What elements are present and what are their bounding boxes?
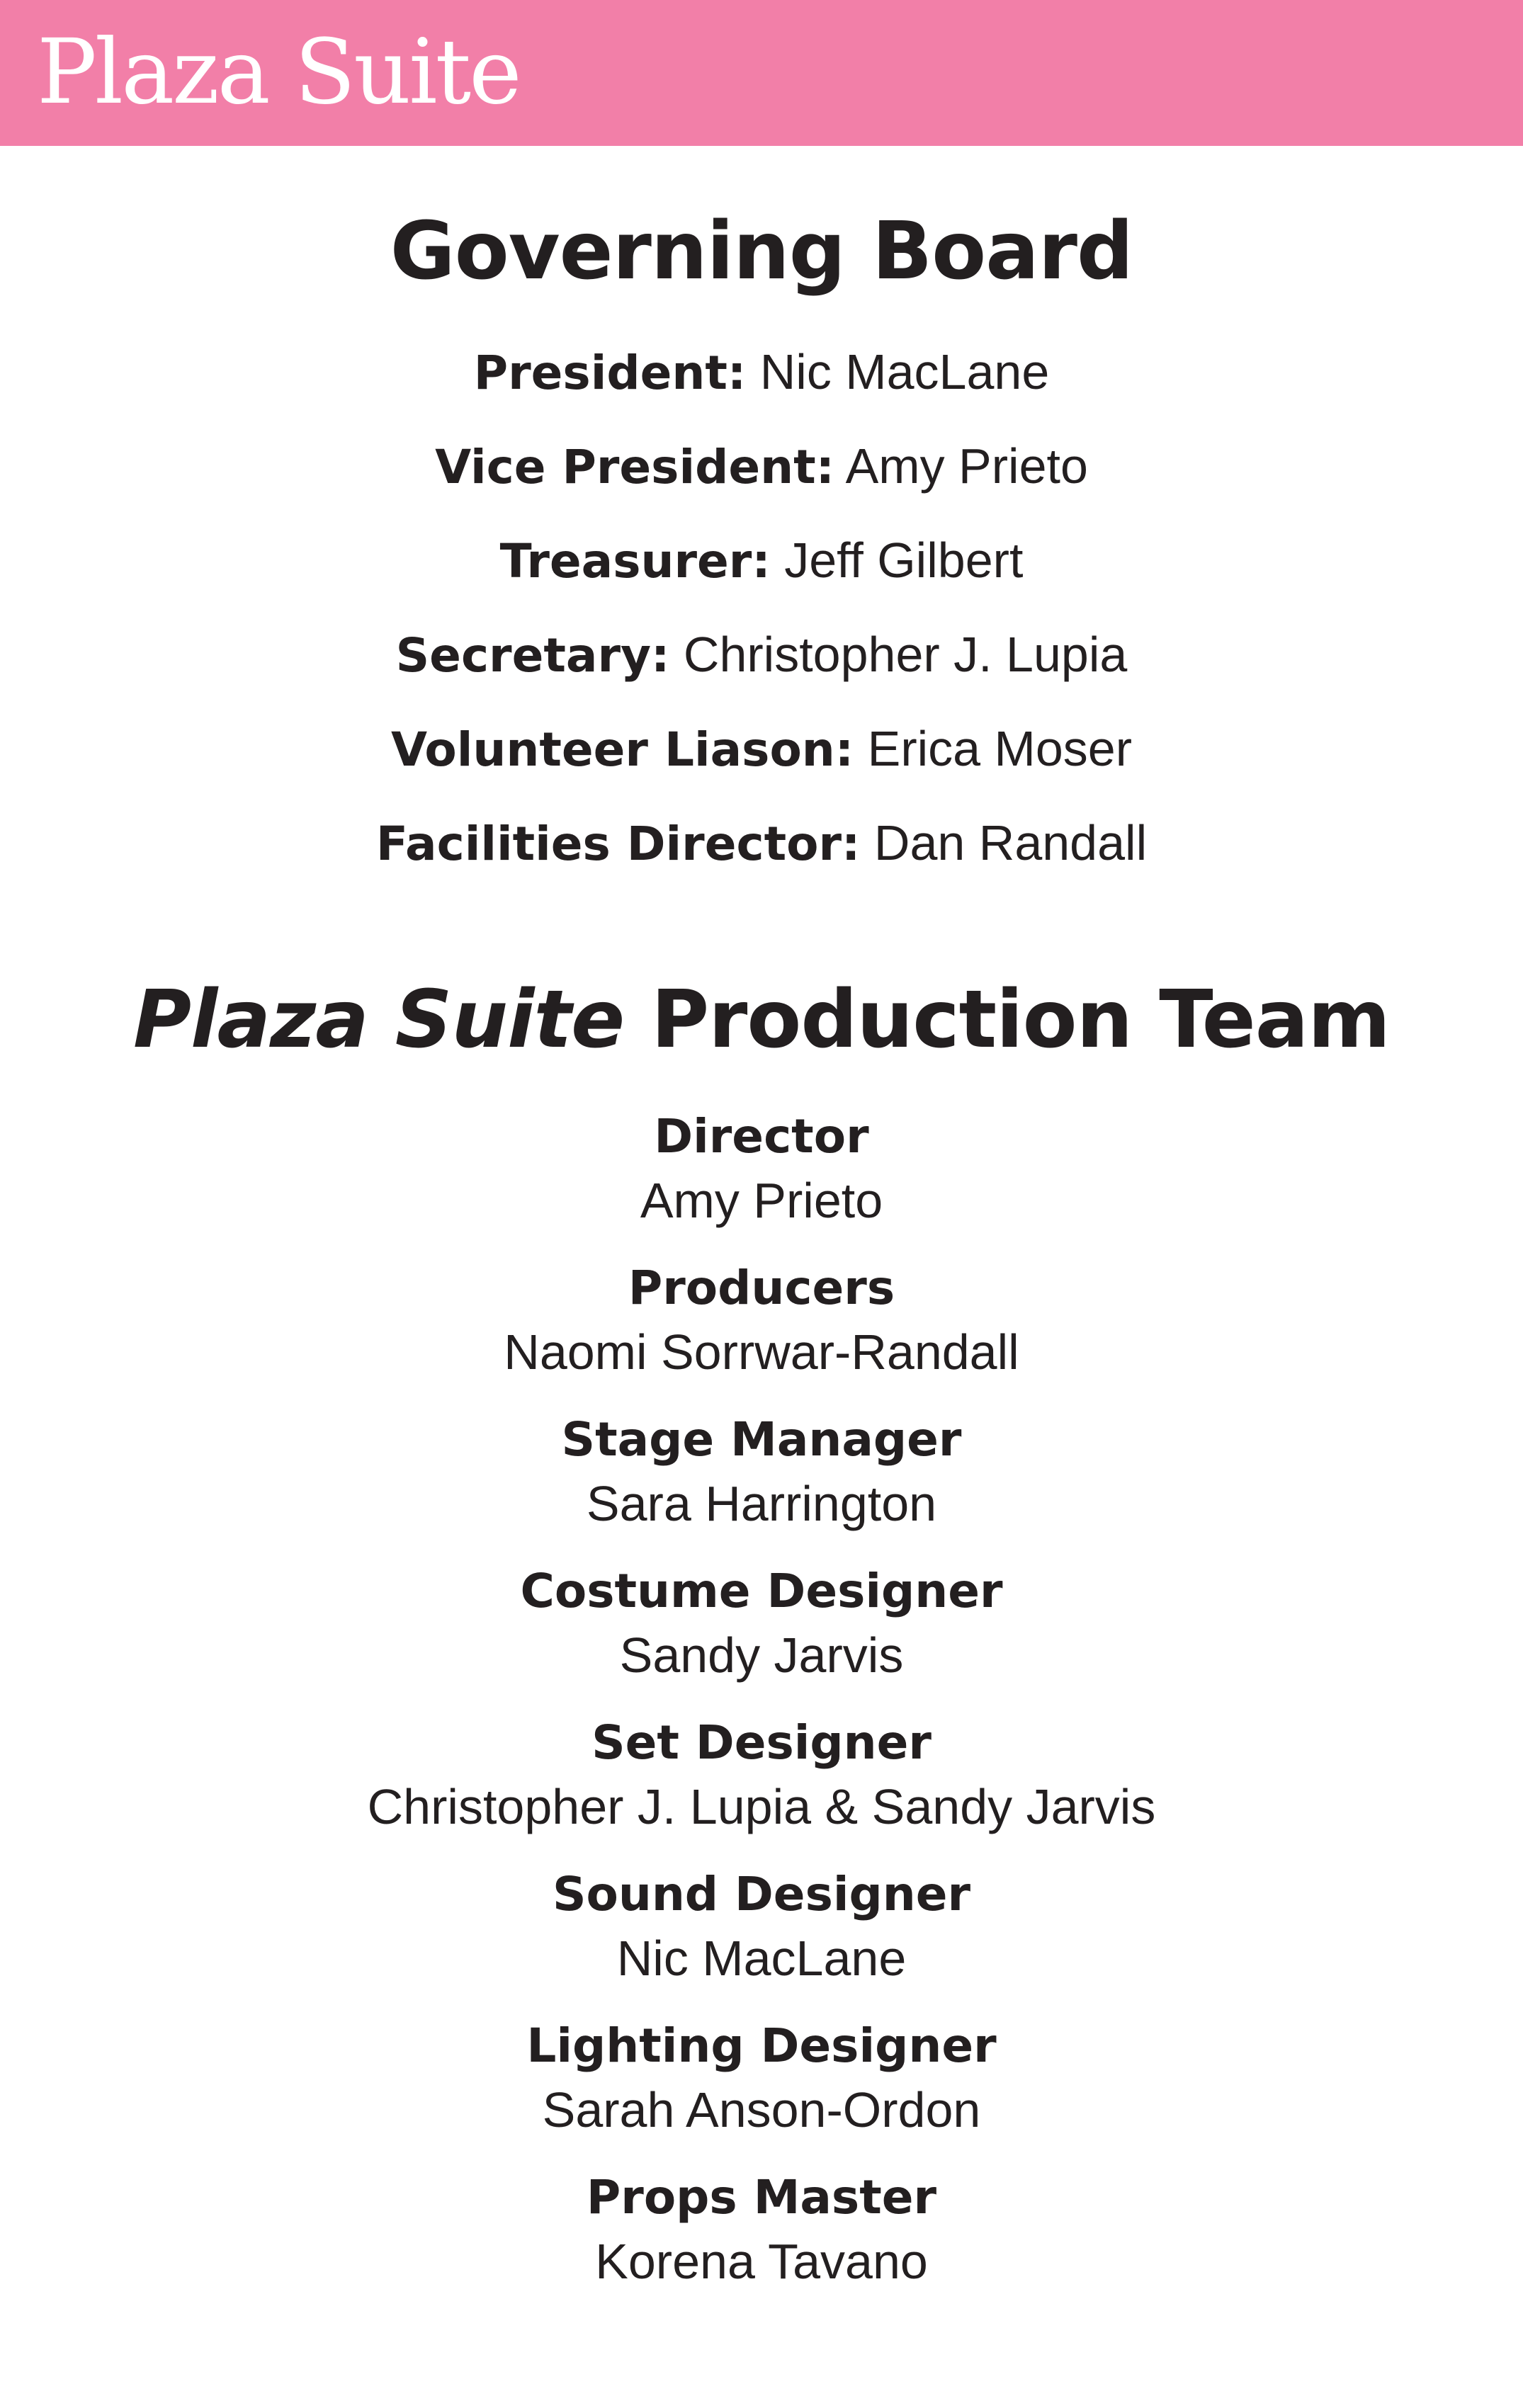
team-member-name: Nic MacLane — [616, 1931, 907, 1986]
team-role-label: Stage Manager — [561, 1412, 962, 1467]
board-role-label: Volunteer Liason: — [390, 722, 854, 777]
board-member-row — [0, 807, 1523, 902]
team-member-entry — [0, 1863, 1523, 2014]
production-team-list — [0, 1105, 1523, 2317]
production-team-title-show-name: Plaza Suite — [132, 974, 625, 1066]
team-member-entry — [0, 1711, 1523, 1863]
team-role-label: Costume Designer — [520, 1564, 1003, 1618]
team-role-label: Sound Designer — [552, 1867, 971, 1921]
board-role-label: Vice President: — [435, 440, 835, 494]
board-role-label: Treasurer: — [499, 534, 771, 589]
team-member-name: Korena Tavano — [595, 2234, 928, 2289]
governing-board-list — [0, 336, 1523, 902]
governing-board-title: Governing Board — [390, 205, 1133, 297]
board-member-row — [0, 619, 1523, 713]
board-member-name: Jeff Gilbert — [784, 533, 1024, 588]
board-member-row — [0, 525, 1523, 619]
team-member-entry — [0, 2014, 1523, 2166]
team-member-name: Sara Harrington — [586, 1476, 937, 1531]
team-member-entry — [0, 1256, 1523, 1408]
header-bar — [0, 0, 1523, 146]
production-team-title-rest: Production Team — [651, 974, 1391, 1066]
team-member-entry — [0, 1105, 1523, 1256]
team-member-name: Amy Prieto — [640, 1173, 883, 1228]
production-team-title — [0, 970, 1523, 1069]
team-member-name: Sarah Anson-Ordon — [542, 2082, 981, 2137]
board-member-name: Nic MacLane — [759, 344, 1050, 399]
team-role-label: Lighting Designer — [526, 2018, 997, 2073]
team-member-name: Christopher J. Lupia & Sandy Jarvis — [367, 1779, 1156, 1834]
team-role-label: Producers — [628, 1261, 895, 1315]
board-member-row — [0, 713, 1523, 807]
team-member-entry — [0, 1408, 1523, 1560]
board-member-name: Erica Moser — [867, 721, 1133, 776]
team-member-name: Naomi Sorrwar-Randall — [504, 1324, 1019, 1380]
team-member-name: Sandy Jarvis — [619, 1628, 904, 1683]
board-member-row — [0, 431, 1523, 525]
team-member-entry — [0, 1560, 1523, 1711]
board-role-label: Facilities Director: — [375, 817, 861, 871]
team-role-label: Props Master — [586, 2170, 937, 2225]
team-member-entry — [0, 2166, 1523, 2317]
board-member-row — [0, 336, 1523, 431]
team-role-label: Director — [654, 1109, 869, 1164]
board-member-name: Christopher J. Lupia — [683, 627, 1128, 682]
header-title: Plaza Suite — [37, 20, 520, 124]
board-role-label: Secretary: — [395, 628, 670, 683]
board-member-name: Amy Prieto — [845, 438, 1088, 494]
board-role-label: President: — [473, 346, 747, 400]
team-role-label: Set Designer — [591, 1715, 932, 1770]
board-member-name: Dan Randall — [873, 815, 1148, 870]
